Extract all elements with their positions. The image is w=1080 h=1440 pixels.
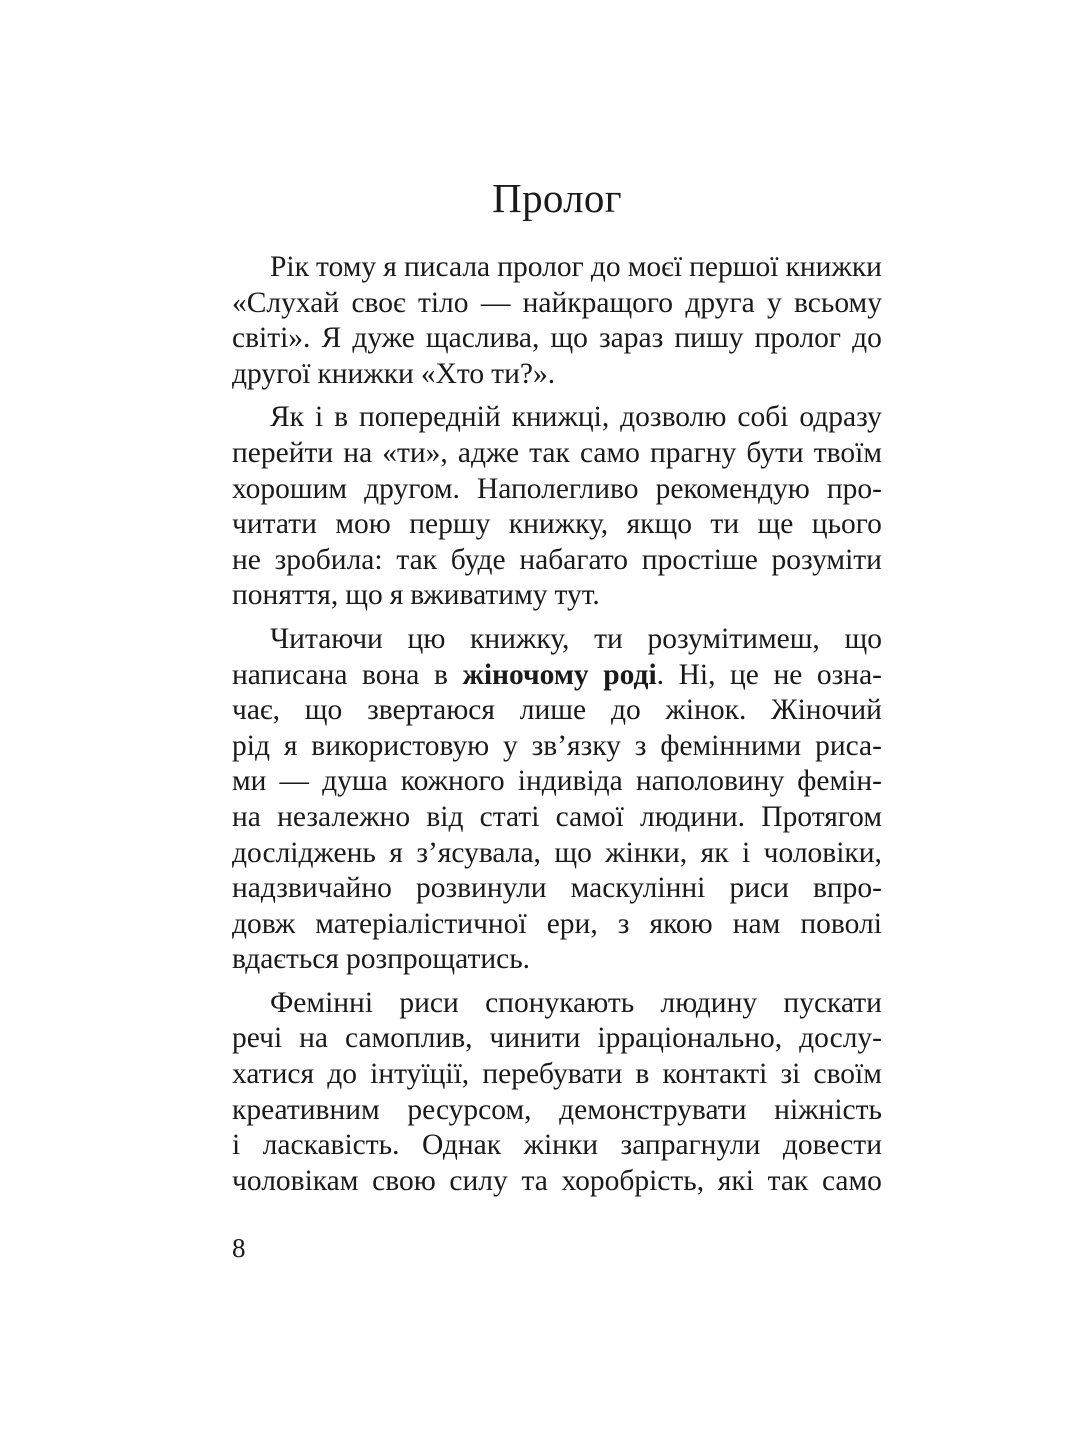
word: тут. [554, 579, 600, 612]
word: лише [519, 694, 587, 727]
word: ери, [546, 907, 598, 940]
text-line [232, 321, 882, 357]
word: і [314, 401, 324, 434]
word: як [700, 836, 729, 869]
word: книжку, [508, 508, 609, 541]
word: маскулінні [570, 872, 706, 905]
word: книжці, [511, 401, 610, 434]
word: людини. [640, 800, 746, 833]
word: зараз [599, 322, 664, 355]
text-line [232, 286, 882, 322]
word: пишу [674, 322, 744, 355]
word: читати [232, 508, 317, 541]
word: твоїм [813, 436, 882, 469]
word: книжки [785, 251, 882, 283]
word: дозволю [620, 401, 727, 434]
word: що [345, 579, 383, 612]
word: рекомендую [655, 472, 810, 505]
word: першої [689, 251, 779, 283]
word: «Слухай [232, 286, 340, 319]
word: що [304, 694, 343, 727]
book-page [232, 170, 882, 1199]
word: першу [409, 508, 491, 541]
word: світі». [232, 322, 311, 355]
word: дослу- [799, 1022, 882, 1055]
word: озна- [816, 658, 882, 691]
word: прагну [649, 436, 737, 469]
text-line [232, 658, 882, 694]
text-line [232, 543, 882, 579]
paragraph [232, 622, 882, 978]
word: всьому [794, 286, 882, 319]
word: я [389, 836, 403, 869]
word: звертаюся [367, 694, 495, 727]
word: розпрощатись. [345, 943, 531, 976]
word: чає, [232, 694, 280, 727]
word: тіло [417, 286, 469, 319]
word: розумітимеш, [647, 622, 820, 655]
word: собі [737, 401, 789, 434]
word: чоловікам [232, 1164, 359, 1197]
word: до [590, 251, 621, 283]
word: жінки [523, 1129, 599, 1162]
word: так [529, 436, 570, 469]
word: фемін- [797, 765, 882, 798]
paragraph [232, 986, 882, 1200]
word: пролог [754, 322, 842, 355]
text-line [232, 907, 882, 943]
text-line [232, 1057, 882, 1093]
word: індивіда [517, 765, 623, 798]
word: риса- [815, 729, 882, 762]
word: ресурсом, [407, 1093, 532, 1126]
word: на [232, 800, 261, 833]
word: Однак [421, 1129, 502, 1162]
word: довж [232, 907, 296, 940]
word: якщо [626, 508, 692, 541]
text-line [232, 764, 882, 800]
word: другої [232, 357, 311, 390]
word: нам [732, 907, 781, 940]
word: написана [232, 658, 348, 691]
text-line [232, 871, 882, 907]
word: вживатиму [410, 579, 548, 612]
paragraph [232, 400, 882, 614]
word: книжку, [470, 622, 570, 655]
text-line [232, 1128, 882, 1164]
word: від [426, 800, 464, 833]
text-line [232, 942, 882, 978]
word: розвинули [415, 872, 547, 905]
word: свою [372, 1164, 436, 1197]
word: зробила: [274, 543, 383, 576]
word: тому [316, 251, 377, 283]
word: своїм [813, 1058, 882, 1091]
word: ми [232, 765, 267, 798]
word: Фемінні [270, 986, 374, 1019]
word: вдається [232, 943, 339, 976]
word: хорошим [232, 472, 348, 505]
word: з [617, 907, 630, 940]
text-line [232, 472, 882, 508]
text-line [232, 836, 882, 872]
word: що [550, 322, 588, 355]
text-line [232, 357, 882, 393]
word: інтуїції, [370, 1058, 470, 1091]
word: кожного [400, 765, 505, 798]
word: не [232, 543, 261, 576]
word: ірраціонально, [597, 1022, 783, 1055]
text-line [232, 729, 882, 765]
word: ніжність [774, 1093, 882, 1126]
word: чинити [489, 1022, 581, 1055]
text-line [232, 1021, 882, 1057]
text-line [232, 507, 882, 543]
word: ласкавість. [262, 1129, 400, 1162]
word: бути [746, 436, 804, 469]
word: поняття, [232, 579, 339, 612]
word: чоловіки, [763, 836, 882, 869]
text-line [232, 1093, 882, 1129]
word: пускати [783, 986, 882, 1019]
word: поволі [800, 907, 882, 940]
word: простіше [641, 543, 758, 576]
word: я [389, 579, 404, 612]
text-line [232, 578, 882, 614]
word: досліджень [232, 836, 376, 869]
text-line [232, 800, 882, 836]
word: перебувати [482, 1058, 623, 1091]
word: про- [826, 472, 882, 505]
word: набагато [519, 543, 629, 576]
word: у [766, 286, 782, 319]
word: Читаючи [270, 622, 383, 655]
word: і [232, 1129, 241, 1162]
word: надзвичайно [232, 872, 392, 905]
word: найкращого [522, 286, 674, 319]
word: це [730, 658, 759, 691]
word: на [299, 1022, 329, 1055]
word: само [821, 1164, 882, 1197]
word: жінки, [605, 836, 688, 869]
word: ти [594, 622, 623, 655]
word: жінок. [665, 694, 747, 727]
word: Жіночий [771, 694, 882, 727]
word: пролог [497, 251, 584, 283]
word: спонукають [485, 986, 635, 1019]
page-number: 8 [232, 1233, 246, 1263]
word: що [554, 836, 592, 869]
word: які [717, 1164, 754, 1197]
word: роді. [603, 658, 665, 691]
word: книжки [317, 357, 414, 390]
text-line [232, 436, 882, 472]
text-line [232, 250, 882, 286]
word: Рік [270, 251, 309, 283]
word: буде [450, 543, 506, 576]
word: так [396, 543, 438, 576]
word: цю [407, 622, 446, 655]
word: довести [782, 1129, 882, 1162]
word: використовую [311, 729, 490, 762]
word: «Хто [420, 357, 485, 390]
word: самоплив, [344, 1022, 473, 1055]
word: та [521, 1164, 548, 1197]
word: Ні, [678, 658, 716, 691]
word: силу [449, 1164, 508, 1197]
word: перейти [232, 436, 334, 469]
word: — [279, 765, 310, 798]
word: я [383, 251, 397, 283]
word: душа [322, 765, 388, 798]
word: у [503, 729, 518, 762]
word: зв’язку [531, 729, 621, 762]
word: рід [232, 729, 270, 762]
body-text [232, 250, 882, 1199]
word: писала [403, 251, 491, 283]
word: так [767, 1164, 809, 1197]
word: Як [270, 401, 305, 434]
word: і [741, 836, 751, 869]
text-line [232, 986, 882, 1022]
word: дуже [352, 322, 415, 355]
word: запрагнули [620, 1129, 761, 1162]
word: ще [757, 508, 794, 541]
word: жіночому [462, 658, 589, 691]
word: одразу [799, 401, 882, 434]
word: до [327, 1058, 357, 1091]
word: цього [811, 508, 882, 541]
word: розуміти [771, 543, 882, 576]
word: до [852, 322, 882, 355]
word: хоробрість, [561, 1164, 705, 1197]
chapter-title: Пролог [492, 175, 622, 221]
word: — [480, 286, 511, 319]
word: фемінними [660, 729, 802, 762]
word: демонструвати [559, 1093, 747, 1126]
word: щаслива, [425, 322, 540, 355]
word: не [773, 658, 803, 691]
word: контакті [662, 1058, 768, 1091]
word: я [283, 729, 298, 762]
word: незалежно [277, 800, 411, 833]
word: мою [335, 508, 391, 541]
word: Наполегливо [476, 472, 639, 505]
paragraph [232, 250, 882, 392]
word: риси [399, 986, 459, 1019]
word: впро- [812, 872, 882, 905]
word: креативним [232, 1093, 380, 1126]
word: що [844, 622, 882, 655]
word: самої [555, 800, 624, 833]
word: в [433, 658, 448, 691]
word: Я [321, 322, 342, 355]
word: «ти», [382, 436, 448, 469]
word: моєї [627, 251, 683, 283]
word: хатися [232, 1058, 315, 1091]
word: риси [729, 872, 789, 905]
word: наполовину [635, 765, 785, 798]
text-line [232, 400, 882, 436]
word: в [635, 1058, 650, 1091]
text-line [232, 693, 882, 729]
word: Протягом [761, 800, 882, 833]
word: статі [479, 800, 540, 833]
word: вона [362, 658, 420, 691]
word: речі [232, 1022, 283, 1055]
word: якою [649, 907, 713, 940]
word: в [334, 401, 349, 434]
word: ти [710, 508, 740, 541]
word: другом. [364, 472, 460, 505]
word: попередній [358, 401, 501, 434]
word: ти?». [491, 357, 556, 390]
text-line [232, 622, 882, 658]
word: матеріалістичної [315, 907, 527, 940]
word: з’ясувала, [416, 836, 541, 869]
text-line [232, 1164, 882, 1200]
word: адже [457, 436, 520, 469]
word: на [343, 436, 373, 469]
word: само [579, 436, 640, 469]
word: зі [780, 1058, 801, 1091]
word: друга [685, 286, 755, 319]
word: до [610, 694, 641, 727]
word: з [634, 729, 647, 762]
word: своє [351, 286, 406, 319]
word: людину [660, 986, 758, 1019]
